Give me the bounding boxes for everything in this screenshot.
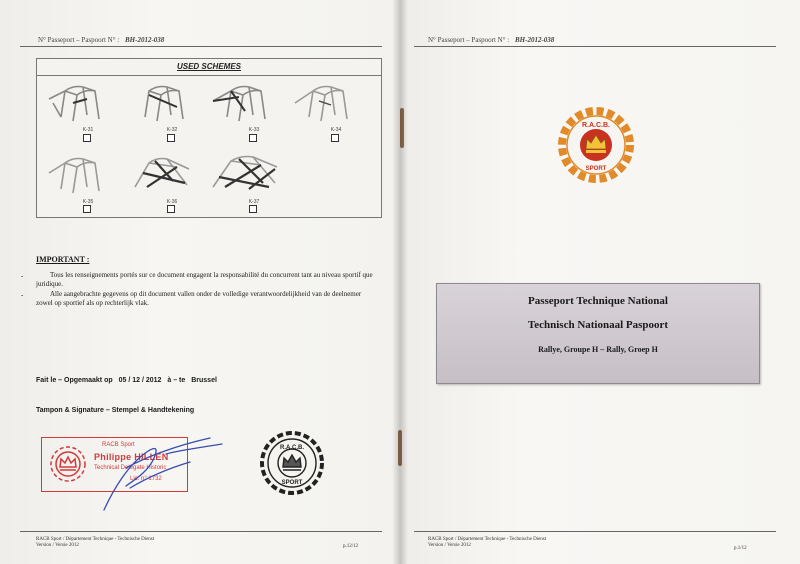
scheme-checkbox (249, 134, 257, 142)
stamp-org: RACB Sport (102, 442, 135, 448)
scheme-diagram (127, 147, 207, 213)
header-rule (414, 46, 776, 47)
scheme-checkbox (83, 134, 91, 142)
important-note-nl: Alle aangebrachte gegevens op dit document vallen onder de volledige verantwoordelijkheid van de deelnemer zowel op sportief als op rechterlijk vlak. (36, 290, 362, 307)
book-binding (392, 0, 408, 564)
bullet-marker: - (21, 272, 24, 280)
important-title: IMPORTANT : (36, 255, 90, 264)
scheme-code: K-36 (166, 199, 178, 205)
place-label: à – te (167, 377, 186, 384)
passport-label: N° Passeport – Paspoort N° : (38, 36, 120, 44)
page-number: p.12/12 (343, 544, 359, 549)
used-schemes-title: USED SCHEMES (37, 59, 381, 76)
racb-sport-logo (557, 106, 635, 184)
scheme-checkbox (167, 205, 175, 213)
category-subtitle: Rallye, Groupe H – Rally, Groep H (538, 345, 658, 354)
scheme-code: K-31 (82, 127, 94, 133)
date-value: 05 / 12 / 2012 (118, 377, 162, 384)
logo-bottom-text: SPORT (585, 166, 607, 172)
right-page (400, 0, 800, 564)
footer-rule (414, 531, 776, 532)
stamp-license: Lic. n° 1732 (130, 476, 162, 482)
passport-header (38, 36, 164, 44)
title-french: Passeport Technique National (528, 295, 668, 307)
scheme-diagram (209, 147, 289, 213)
scheme-checkbox (83, 205, 91, 213)
logo-bottom-text: SPORT (281, 480, 303, 486)
footer-rule (20, 531, 382, 532)
title-dutch: Technisch Nationaal Paspoort (527, 319, 669, 331)
passport-label: N° Passeport – Paspoort N° : (428, 36, 510, 44)
scheme-code: K-33 (248, 127, 260, 133)
scheme-checkbox (331, 134, 339, 142)
scheme-checkbox (249, 205, 257, 213)
footer (428, 537, 546, 549)
place-value: Brussel (191, 377, 217, 384)
racb-sport-logo-stamp (256, 427, 328, 499)
important-note-fr: Tous les renseignements portés sur ce document engagent la responsabilité du concurrent tant au niveau sportif que juridique. (36, 271, 373, 288)
footer-line1: RACB Sport / Département Technique - Technische Dienst (36, 537, 155, 542)
scheme-diagram (43, 147, 123, 213)
bullet-marker: - (21, 291, 24, 299)
footer-line2: Version / Versie 2012 (428, 543, 471, 548)
passport-number: BH-2012-038 (125, 36, 165, 44)
page-number: p.1/12 (734, 546, 747, 551)
scheme-code: K-32 (166, 127, 178, 133)
scheme-code: K-34 (330, 127, 342, 133)
stamp-role: Technical Delegate Historic (94, 465, 167, 471)
footer (36, 537, 154, 549)
footer-line2: Version / Versie 2012 (36, 543, 79, 548)
scheme-diagram (209, 77, 289, 143)
scheme-diagram (43, 77, 123, 143)
handwritten-signature (70, 428, 230, 518)
date-label: Fait le – Opgemaakt op (36, 377, 113, 384)
logo-top-text: R.A.C.B. (280, 445, 304, 451)
date-place-line (36, 377, 221, 384)
used-schemes-box (36, 58, 382, 218)
scheme-diagram (291, 77, 371, 143)
passport-number: BH-2012-038 (515, 36, 555, 44)
logo-top-text: R.A.C.B. (582, 122, 610, 129)
passport-title-box (436, 283, 760, 384)
scheme-code: K-35 (82, 199, 94, 205)
footer-line1: RACB Sport / Département Technique - Technische Dienst (428, 537, 547, 542)
stamp-signature-label: Tampon & Signature – Stempel & Handtekening (36, 407, 195, 414)
passport-header (428, 36, 554, 44)
stamp-name: Philippe HILLEN (94, 452, 169, 462)
scheme-checkbox (167, 134, 175, 142)
scheme-diagram (127, 77, 207, 143)
scheme-code: K-37 (248, 199, 260, 205)
header-rule (20, 46, 382, 47)
